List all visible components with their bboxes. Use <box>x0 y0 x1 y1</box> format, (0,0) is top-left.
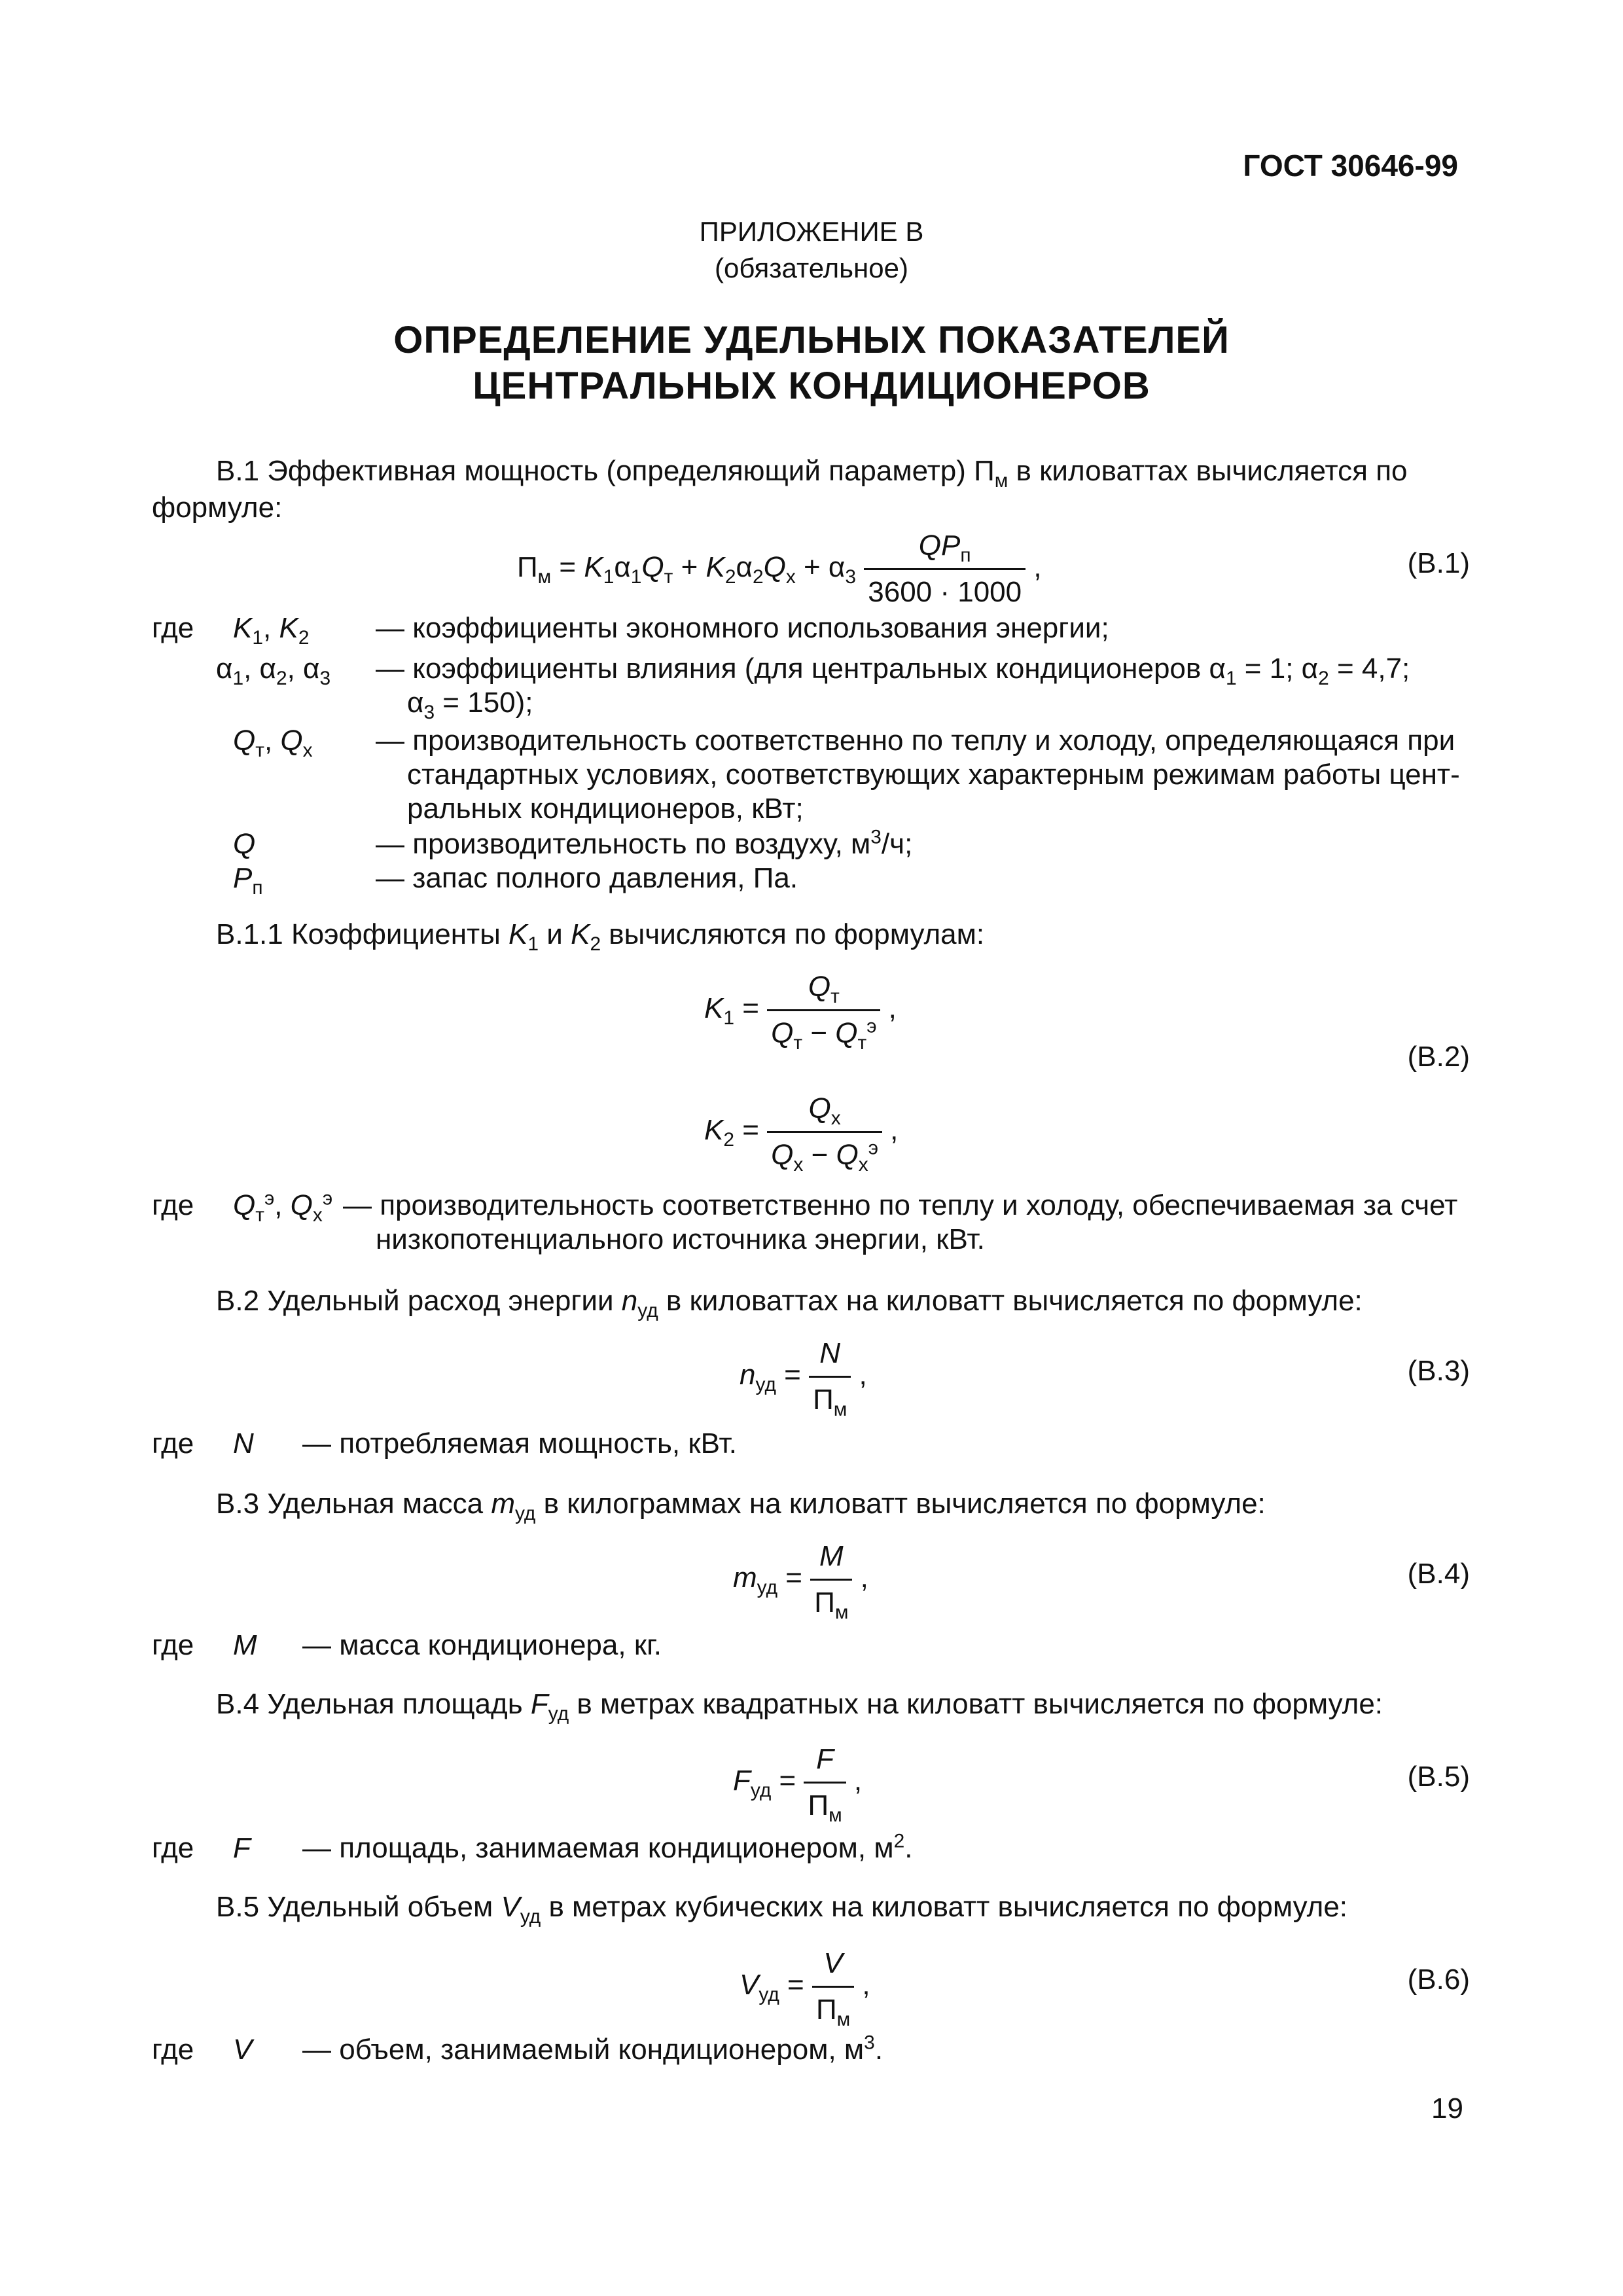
paragraph-b5: В.5 Удельный объем $V_{уд}$ в метрах кубических на киловатт вычисляется по формуле: <box>216 1891 1348 1928</box>
paragraph-b11: В.1.1 Коэффициенты $K_1$ и $K_2$ вычисляются по формулам: <box>216 918 985 955</box>
formula-b3: $n_{уд}$ = $\frac{N}{П_м}$ , <box>740 1337 867 1420</box>
definition-m: — масса кондиционера, кг. <box>302 1629 662 1661</box>
formula-b4: $m_{уд}$ = $\frac{M}{П_м}$ , <box>733 1540 868 1623</box>
where-label: где <box>152 2034 194 2066</box>
where-label: где <box>152 1629 194 1661</box>
definition-alpha-cont: $\alpha_3 = 150$); <box>407 687 533 723</box>
symbol-qe: $Q_т^э$, $Q_х^э$ <box>233 1187 333 1226</box>
definition-qe-line-1: — производительность соответственно по теплу и холоду, обеспечиваемая за счет <box>343 1189 1458 1221</box>
formula-b1: $П_м = K_1\alpha_1Q_т + K_2\alpha_2Q_х + \alpha_3$ $\frac{QP_п}{3600 \cdot 1000}$ , <box>517 528 1042 611</box>
symbol-q: Q <box>233 828 256 860</box>
paragraph-b1: В.1 Эффективная мощность (определяющий параметр) $П_м$ в киловаттах вычисляется по <box>216 455 1408 492</box>
where-label: где <box>152 612 194 644</box>
definition-n: — потребляемая мощность, кВт. <box>302 1427 737 1460</box>
paragraph-b3: В.3 Удельная масса $m_{уд}$ в килограммах на киловатт вычисляется по формуле: <box>216 1488 1266 1524</box>
paragraph-b1-cont: формуле: <box>152 492 283 524</box>
definition-air: — производительность по воздуху, $м^3/ч$; <box>376 826 913 860</box>
appendix-status: (обязательное) <box>715 253 908 283</box>
definition-k: — коэффициенты экономного использования энергии; <box>376 612 1109 644</box>
page-number: 19 <box>1431 2092 1463 2125</box>
page-title-line-1: ОПРЕДЕЛЕНИЕ УДЕЛЬНЫХ ПОКАЗАТЕЛЕЙ <box>393 319 1230 361</box>
where-label: где <box>152 1189 194 1221</box>
equation-number-b4: (В.4) <box>1407 1558 1470 1590</box>
where-label: где <box>152 1427 194 1460</box>
symbol-v: V <box>233 2034 253 2066</box>
paragraph-b2: В.2 Удельный расход энергии $n_{уд}$ в киловаттах на киловатт вычисляется по формуле: <box>216 1285 1363 1321</box>
definition-f: — площадь, занимаемая кондиционером, $м^2$. <box>302 1830 913 1864</box>
symbol-qt-qx: $Q_т$, $Q_х$ <box>233 725 313 761</box>
formula-b5: $F_{уд}$ = $\frac{F}{П_м}$ , <box>733 1743 863 1826</box>
definition-alpha: — коэффициенты влияния (для центральных кондиционеров $\alpha_1 = 1$; $\alpha_2 = 4,7$; <box>376 653 1410 689</box>
equation-number-b3: (В.3) <box>1407 1355 1470 1387</box>
definition-q-line-2: стандартных условиях, соответствующих характерным режимам работы цент- <box>407 759 1460 791</box>
symbol-alpha: $\alpha_1$, $\alpha_2$, $\alpha_3$ <box>216 653 331 689</box>
equation-number-b1: (В.1) <box>1407 547 1470 579</box>
equation-number-b2: (В.2) <box>1407 1041 1470 1073</box>
symbol-m: M <box>233 1629 257 1661</box>
formula-b2-k1: $K_1$ = $\frac{Q_т}{Q_т - Q_т^э}$ , <box>704 971 897 1054</box>
equation-number-b6: (В.6) <box>1407 1964 1470 1996</box>
symbol-k1-k2: $K_1$, $K_2$ <box>233 612 310 649</box>
formula-b6: $V_{уд}$ = $\frac{V}{П_м}$ , <box>740 1947 870 2030</box>
definition-p: — запас полного давления, Па. <box>376 862 798 894</box>
standard-code: ГОСТ 30646-99 <box>1243 149 1458 183</box>
page-title-line-2: ЦЕНТРАЛЬНЫХ КОНДИЦИОНЕРОВ <box>473 365 1150 407</box>
definition-q-line-3: ральных кондиционеров, кВт; <box>407 793 804 825</box>
appendix-label: ПРИЛОЖЕНИЕ В <box>699 216 924 247</box>
definition-q-line-1: — производительность соответственно по теплу и холоду, определяющаяся при <box>376 725 1455 757</box>
definition-v: — объем, занимаемый кондиционером, $м^3$. <box>302 2032 883 2066</box>
definition-qe-line-2: низкопотенциального источника энергии, кВт. <box>376 1223 985 1255</box>
symbol-f: F <box>233 1832 251 1864</box>
symbol-n: N <box>233 1427 254 1460</box>
formula-b2-k2: $K_2$ = $\frac{Q_х}{Q_х - Q_х^э}$ , <box>704 1092 899 1175</box>
paragraph-b4: В.4 Удельная площадь $F_{уд}$ в метрах квадратных на киловатт вычисляется по формуле: <box>216 1688 1383 1725</box>
symbol-pp: $P_п$ <box>233 862 263 899</box>
where-label: где <box>152 1832 194 1864</box>
equation-number-b5: (В.5) <box>1407 1761 1470 1793</box>
